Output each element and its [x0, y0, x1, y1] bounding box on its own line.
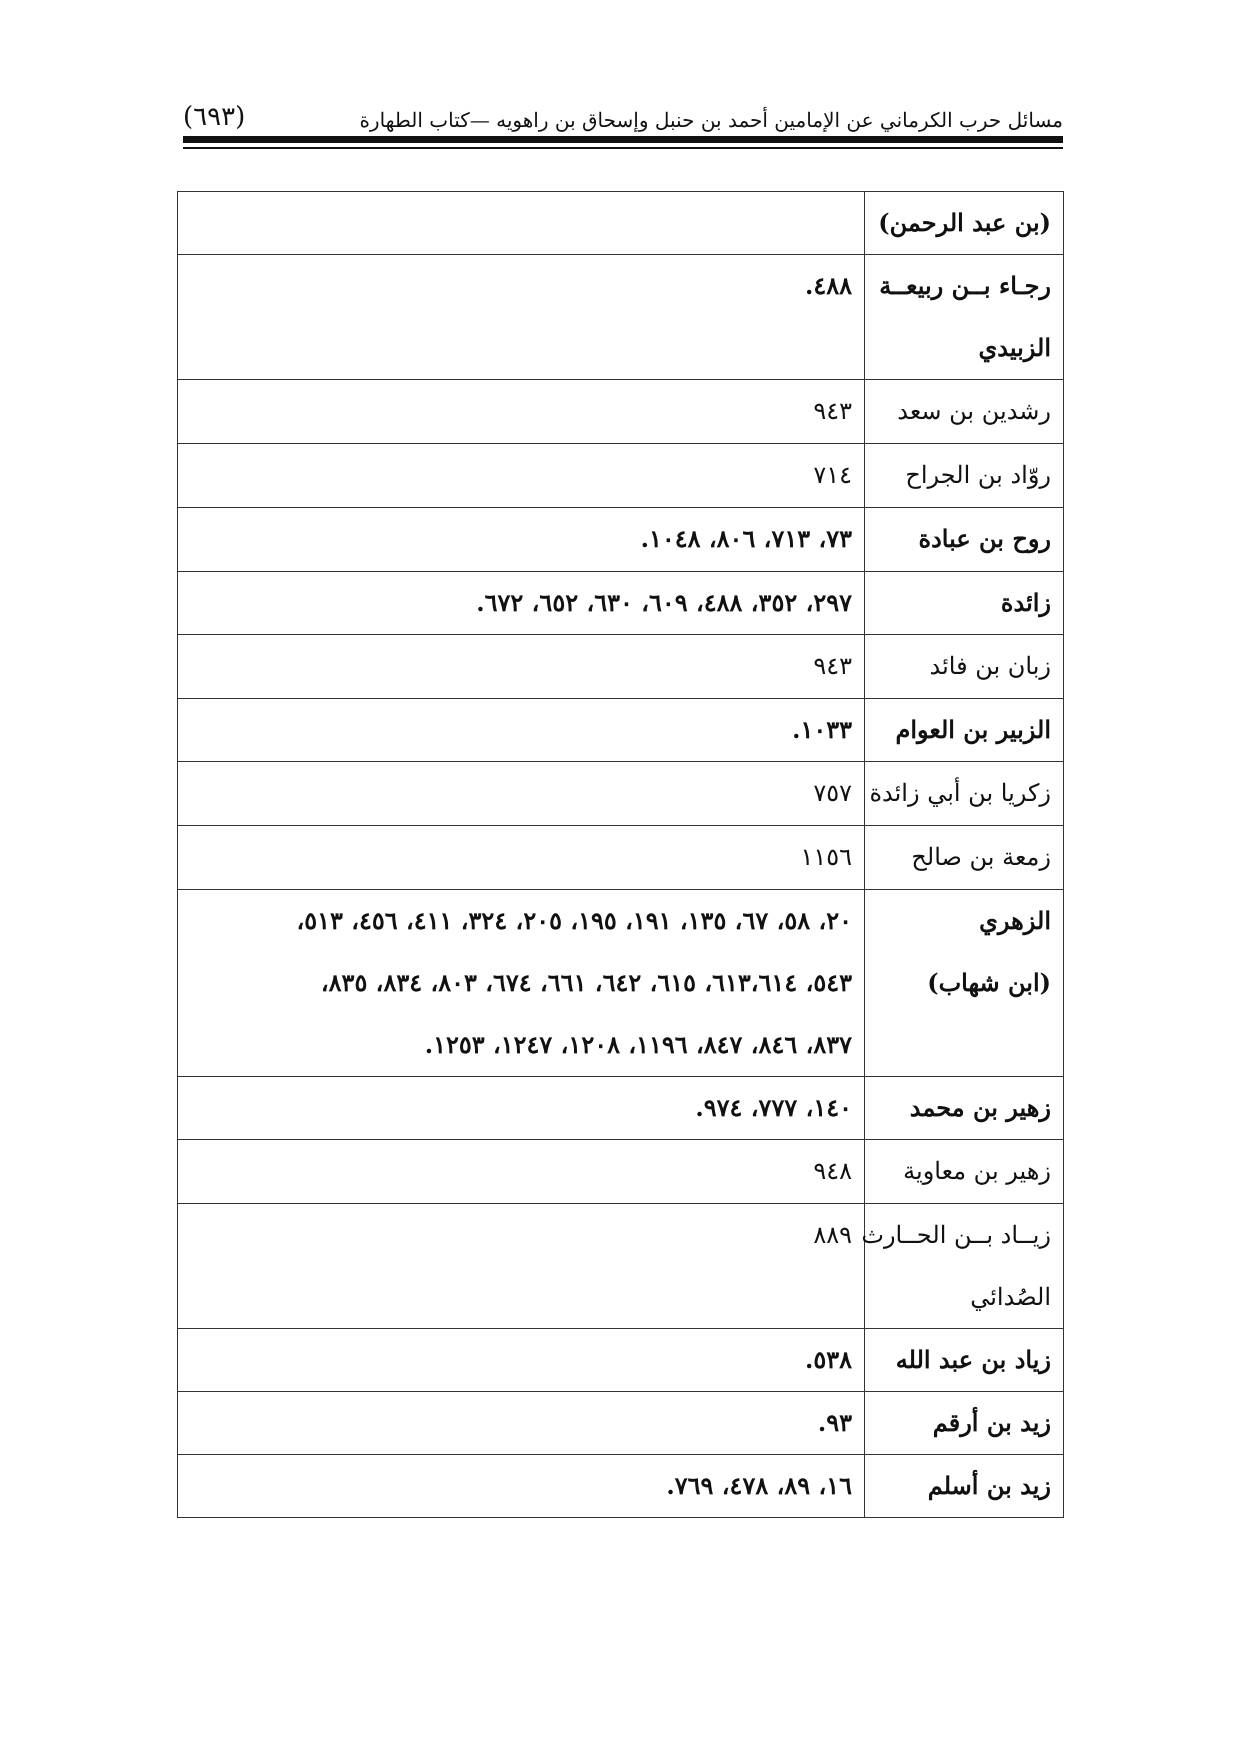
table-row [178, 1204, 1064, 1329]
references-text: ٩٤٨ [813, 1157, 852, 1185]
running-header [183, 82, 1063, 132]
references-text: ١٦، ٨٩، ٤٧٨، ٧٦٩. [666, 1471, 852, 1500]
references-text: ٤٨٨. [804, 271, 852, 300]
name-text: الزهري [979, 906, 1051, 935]
references-cell [178, 444, 865, 508]
name-cell [865, 255, 1064, 380]
references-cell [178, 1077, 865, 1140]
name-text: زكريا بن أبي زائدة [869, 779, 1051, 807]
table-row [178, 1392, 1064, 1455]
name-cell [865, 890, 1064, 1077]
references-text: ١٤٠، ٧٧٧، ٩٧٤. [695, 1093, 852, 1122]
references-text: ٧٥٧ [813, 779, 852, 807]
references-cell [178, 826, 865, 890]
references-cell [178, 699, 865, 762]
table-row [178, 572, 1064, 635]
name-cell [865, 699, 1064, 762]
name-text: زيد بن أسلم [927, 1471, 1051, 1500]
table-row [178, 1077, 1064, 1140]
references-cell [178, 192, 865, 255]
references-cell [178, 1392, 865, 1455]
references-text: ٢٩٧، ٣٥٢، ٤٨٨، ٦٠٩، ٦٣٠، ٦٥٢، ٦٧٢. [476, 588, 852, 617]
name-cell [865, 762, 1064, 826]
name-cell [865, 826, 1064, 890]
name-cell [865, 192, 1064, 255]
name-text: زياد بن عبد الله [895, 1345, 1051, 1374]
name-text: زبان بن فائد [929, 652, 1051, 680]
name-text: الصُدائي [970, 1283, 1051, 1311]
table-row [178, 1329, 1064, 1392]
references-text: ٢٠، ٥٨، ٦٧، ١٣٥، ١٩١، ١٩٥، ٢٠٥، ٣٢٤، ٤١١، ٤٥٦، ٥١٣، [296, 906, 852, 935]
name-cell [865, 444, 1064, 508]
table-row [178, 192, 1064, 255]
references-cell [178, 1140, 865, 1204]
table-row [178, 380, 1064, 444]
name-cell [865, 572, 1064, 635]
references-text: ٧١٤ [813, 461, 852, 489]
references-text: ٨٣٧، ٨٤٦، ٨٤٧، ١١٩٦، ١٢٠٨، ١٢٤٧، ١٢٥٣. [424, 1030, 852, 1059]
references-cell [178, 1455, 865, 1518]
references-text: ٨٨٩ [813, 1221, 852, 1249]
page-number: (٦٩٣) [183, 102, 246, 132]
index-table-body [178, 192, 1064, 1518]
references-cell [178, 380, 865, 444]
name-cell [865, 380, 1064, 444]
names-index-table [177, 191, 1064, 1518]
name-cell [865, 1329, 1064, 1392]
name-text: زهير بن محمد [909, 1093, 1051, 1122]
name-cell [865, 1392, 1064, 1455]
references-text: ١١٥٦ [800, 843, 852, 871]
name-cell [865, 635, 1064, 699]
name-text: روّاد بن الجراح [905, 461, 1051, 489]
references-cell [178, 890, 865, 1077]
table-row [178, 1140, 1064, 1204]
name-cell [865, 1140, 1064, 1204]
table-row [178, 890, 1064, 1077]
name-text: زهير بن معاوية [903, 1157, 1051, 1185]
table-row [178, 508, 1064, 572]
name-text: زمعة بن صالح [911, 843, 1051, 871]
references-text: ٥٤٣، ٦١٣،٦١٤، ٦١٥، ٦٤٢، ٦٦١، ٦٧٤، ٨٠٣، ٨٣٤، ٨٣٥، [320, 968, 852, 997]
references-text: ٩٣. [817, 1408, 852, 1437]
header-rule-thin [183, 147, 1063, 149]
table-row [178, 255, 1064, 380]
table-row [178, 1455, 1064, 1518]
references-cell [178, 635, 865, 699]
table-row [178, 699, 1064, 762]
table-row [178, 762, 1064, 826]
references-cell [178, 1204, 865, 1329]
table-row [178, 635, 1064, 699]
name-cell [865, 1077, 1064, 1140]
name-cell [861, 1204, 1064, 1329]
references-text: ٩٤٣ [813, 652, 852, 680]
references-cell [178, 255, 865, 380]
name-text: روح بن عبادة [918, 524, 1051, 553]
name-cell [865, 1455, 1064, 1518]
table-row [178, 826, 1064, 890]
name-text: (بن عبد الرحمن) [878, 208, 1051, 237]
references-cell [178, 508, 865, 572]
references-cell [178, 1329, 865, 1392]
name-text: زيد بن أرقم [932, 1408, 1051, 1437]
name-text: رشدين بن سعد [897, 397, 1051, 425]
references-text: ١٠٣٣. [792, 715, 852, 744]
references-text: ٥٣٨. [804, 1345, 852, 1374]
name-text: زيــاد بــن الحــارث [861, 1221, 1051, 1249]
references-text: ٩٤٣ [813, 397, 852, 425]
name-text: زائدة [1000, 588, 1051, 617]
name-cell [865, 508, 1064, 572]
references-text: ٧٣، ٧١٣، ٨٠٦، ١٠٤٨. [640, 524, 852, 553]
header-rule-thick [183, 136, 1063, 143]
name-text: الزبيدي [978, 333, 1051, 362]
references-cell [178, 572, 865, 635]
name-text: رجـاء بــن ربيعــة [879, 271, 1051, 300]
running-title: مسائل حرب الكرماني عن الإمامين أحمد بن حنبل وإسحاق بن راهويه —كتاب الطهارة [359, 108, 1063, 132]
name-text: (ابن شهاب) [927, 968, 1051, 997]
references-cell [178, 762, 865, 826]
table-row [178, 444, 1064, 508]
name-text: الزبير بن العوام [895, 715, 1051, 744]
